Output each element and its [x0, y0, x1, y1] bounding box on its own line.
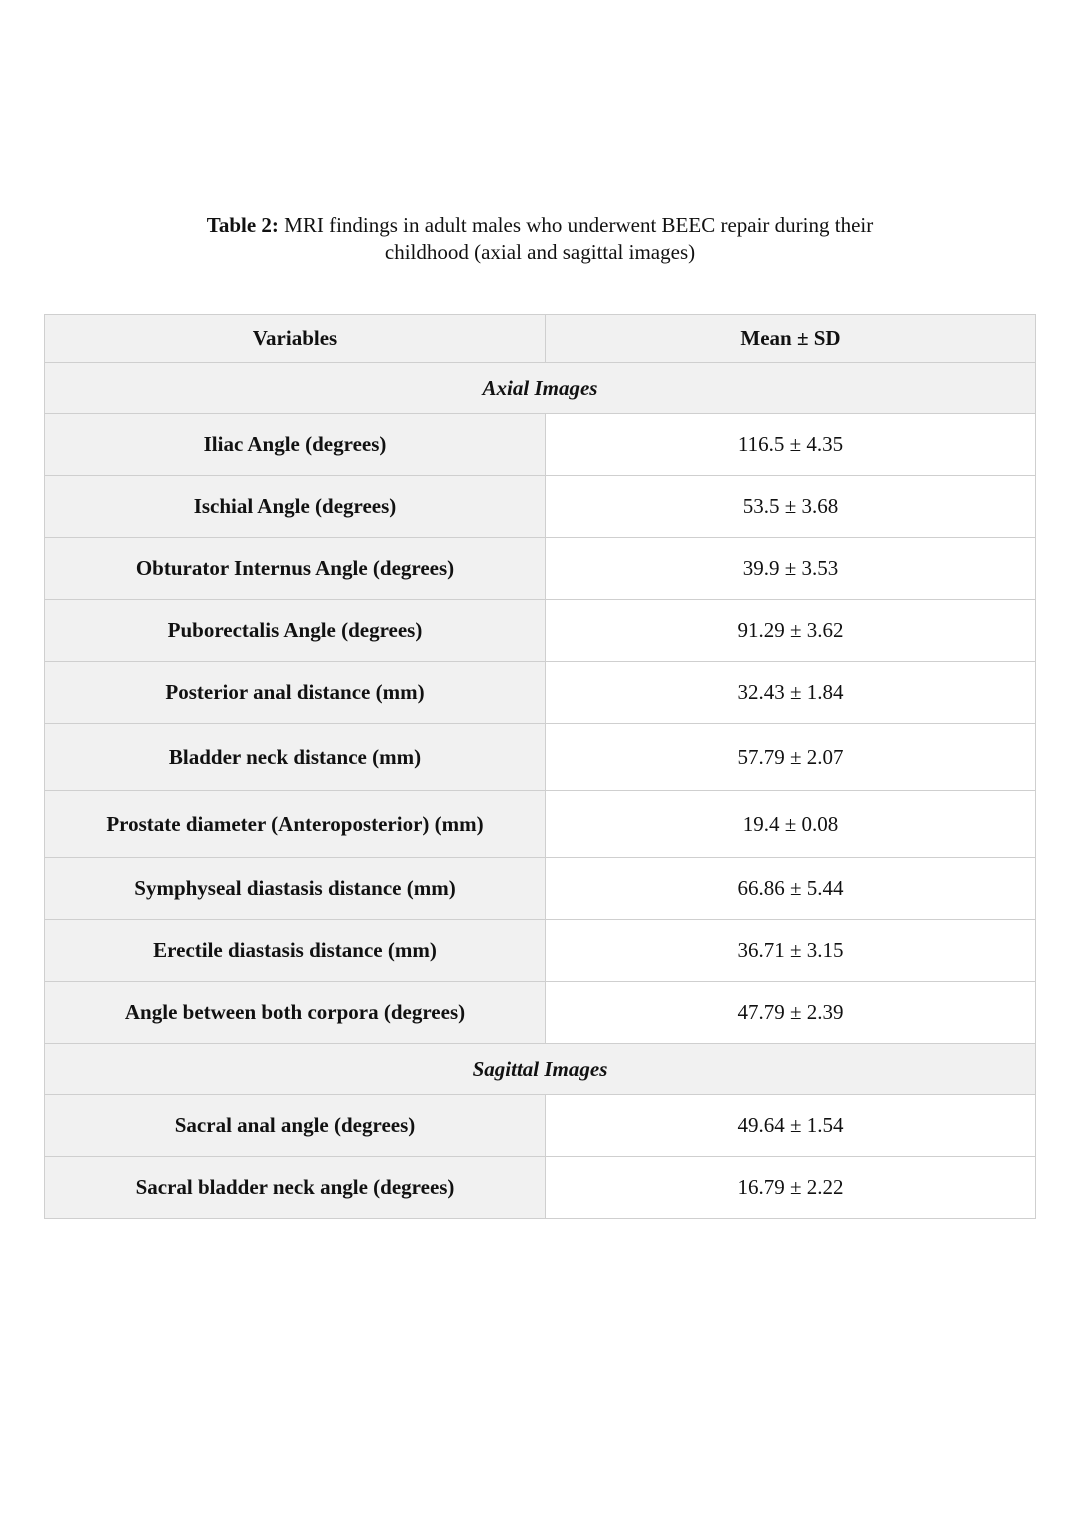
- section-row-axial: [45, 363, 1036, 414]
- header-mean-sd: Mean ± SD: [546, 315, 1036, 363]
- variable-cell: Prostate diameter (Anteroposterior) (mm): [45, 791, 546, 858]
- variable-cell: Ischial Angle (degrees): [45, 476, 546, 538]
- section-title-axial: Axial Images: [45, 363, 1036, 414]
- value-cell: 36.71 ± 3.15: [546, 920, 1036, 982]
- variable-cell: Erectile diastasis distance (mm): [45, 920, 546, 982]
- table-row: [45, 538, 1036, 600]
- caption-line-2: childhood (axial and sagittal images): [384, 240, 696, 264]
- table-row: [45, 662, 1036, 724]
- caption-label: Table 2:: [206, 213, 279, 237]
- table-row: [45, 791, 1036, 858]
- value-cell: 116.5 ± 4.35: [546, 414, 1036, 476]
- header-row: [45, 315, 1036, 363]
- variable-cell: Angle between both corpora (degrees): [45, 982, 546, 1044]
- table-row: [45, 1095, 1036, 1157]
- value-cell: 16.79 ± 2.22: [546, 1157, 1036, 1219]
- value-cell: 66.86 ± 5.44: [546, 858, 1036, 920]
- value-cell: 57.79 ± 2.07: [546, 724, 1036, 791]
- table-row: [45, 920, 1036, 982]
- variable-cell: Iliac Angle (degrees): [45, 414, 546, 476]
- mri-findings-table-wrapper: [44, 314, 1035, 1219]
- value-cell: 91.29 ± 3.62: [546, 600, 1036, 662]
- value-cell: 19.4 ± 0.08: [546, 791, 1036, 858]
- variable-cell: Bladder neck distance (mm): [45, 724, 546, 791]
- value-cell: 32.43 ± 1.84: [546, 662, 1036, 724]
- value-cell: 53.5 ± 3.68: [546, 476, 1036, 538]
- caption-line-1: [0, 212, 1080, 239]
- variable-cell: Sacral bladder neck angle (degrees): [45, 1157, 546, 1219]
- mri-findings-table: [44, 314, 1036, 1219]
- section-row-sagittal: [45, 1044, 1036, 1095]
- table-caption: [0, 212, 1080, 266]
- section-title-sagittal: Sagittal Images: [45, 1044, 1036, 1095]
- variable-cell: Obturator Internus Angle (degrees): [45, 538, 546, 600]
- variable-cell: Sacral anal angle (degrees): [45, 1095, 546, 1157]
- table-row: [45, 724, 1036, 791]
- caption-text-1: MRI findings in adult males who underwent BEEC repair during their: [278, 213, 874, 237]
- table-row: [45, 982, 1036, 1044]
- variable-cell: Posterior anal distance (mm): [45, 662, 546, 724]
- table-row: [45, 600, 1036, 662]
- table-row: [45, 1157, 1036, 1219]
- table-row: [45, 476, 1036, 538]
- value-cell: 47.79 ± 2.39: [546, 982, 1036, 1044]
- value-cell: 49.64 ± 1.54: [546, 1095, 1036, 1157]
- value-cell: 39.9 ± 3.53: [546, 538, 1036, 600]
- table-row: [45, 858, 1036, 920]
- variable-cell: Puborectalis Angle (degrees): [45, 600, 546, 662]
- variable-cell: Symphyseal diastasis distance (mm): [45, 858, 546, 920]
- header-variables: Variables: [45, 315, 546, 363]
- table-row: [45, 414, 1036, 476]
